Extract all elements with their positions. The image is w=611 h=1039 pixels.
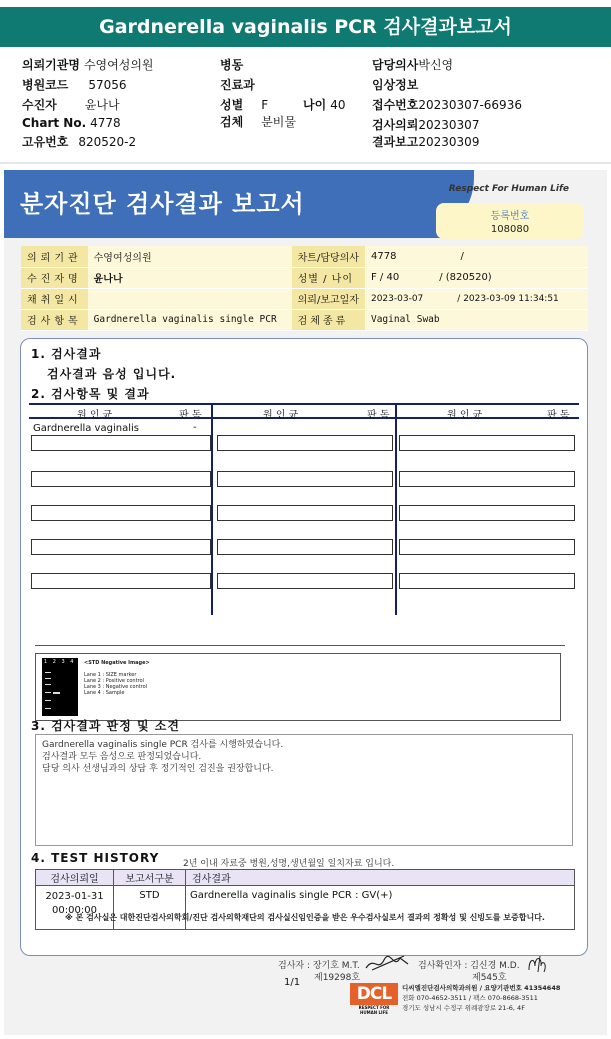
col-judgment-2: 판 독 (367, 410, 390, 421)
divider (0, 162, 611, 164)
header-report-date: 결과보고20230309 (372, 135, 480, 149)
section1-title: 1. 검사결과 (31, 347, 102, 361)
header-ward: 병동 (220, 58, 244, 72)
registration-number: 108080 (490, 224, 530, 235)
header-sex: 성별 F (220, 98, 269, 112)
empty-result-cell (217, 471, 393, 487)
certification-note: ※ 본 검사실은 대한진단검사의학회/진단 검사의학재단의 검사실신임인증을 받은 우수검사실로서 결과의 정확성 및 신빙도를 보증합니다. (65, 913, 545, 922)
empty-result-cell (31, 435, 211, 451)
header-hospital-code: 병원코드 57056 (22, 78, 127, 92)
grid-divider (395, 403, 397, 615)
separator-line (35, 645, 565, 646)
grid-divider (211, 403, 213, 615)
section2-title: 2. 검사항목 및 결과 (31, 387, 150, 401)
col-organism-1: 원 인 균 (77, 410, 113, 421)
empty-result-cell (217, 573, 393, 589)
confirmer-signature (526, 952, 552, 974)
history-type: STD (114, 886, 186, 930)
organism-result: - (193, 422, 197, 433)
result-summary: 검사결과 음성 입니다. (47, 367, 177, 381)
history-header: 검사의뢰일 (36, 870, 114, 886)
test-label: 검사항목 (21, 309, 88, 330)
specimen-label: 검체종류 (292, 309, 365, 330)
banner-title: 분자진단 검사결과 보고서 (20, 190, 305, 218)
section4-title: 4. TEST HISTORY (31, 851, 160, 865)
chart-label: 차트/담당의사 (292, 246, 365, 267)
patient-label: 수진자명 (21, 267, 88, 288)
tester-signature (364, 954, 410, 974)
col-judgment-1: 판 독 (179, 410, 202, 421)
sexage-label: 성별 / 나이 (292, 267, 365, 288)
empty-result-cell (31, 573, 211, 589)
collect-label: 채취일시 (21, 288, 88, 309)
header-request-date: 검사의뢰20230307 (372, 118, 480, 132)
header-unique-no: 고유번호 820520-2 (22, 135, 137, 149)
col-judgment-3: 판 독 (547, 410, 570, 421)
collect-value (88, 288, 292, 309)
col-organism-2: 원 인 균 (263, 410, 299, 421)
tester-license: 제19298호 (314, 973, 361, 983)
dates-value: 2023-03-07 / 2023-03-09 11:34:51 (365, 288, 588, 309)
opinion-line: Gardnerella vaginalis single PCR 검사를 시행하였습니다. (42, 740, 284, 750)
test-value: Gardnerella vaginalis single PCR (88, 309, 292, 330)
patient-info-table (21, 246, 588, 331)
org-value: 수영여성의원 (88, 246, 292, 267)
embedded-report (4, 170, 607, 1035)
organism-name: Gardnerella vaginalis (33, 423, 139, 434)
header-org: 의뢰기관명 수영여성의원 (22, 58, 154, 72)
opinion-line: 담당 의사 선생님과의 상담 후 정기적인 검진을 권장합니다. (42, 764, 274, 774)
report-title-bar (0, 7, 611, 47)
header-specimen: 검체 분비물 (220, 115, 296, 129)
col-organism-3: 원 인 균 (447, 410, 483, 421)
empty-result-cell (31, 539, 211, 555)
empty-result-cell (399, 505, 575, 521)
empty-result-cell (399, 573, 575, 589)
sexage-value: F / 40 / (820520) (365, 267, 588, 288)
gel-legend: <STD Negative Image> Lane 1 : SIZE marker Lane 2 : Positive control Lane 3 : Negative control Lane 4 : Sample (84, 660, 150, 696)
header-receipt-no: 접수번호20230307-66936 (372, 98, 522, 112)
header-patient: 수진자 윤나나 (22, 98, 120, 112)
header-age: 나이 40 (303, 98, 346, 112)
section3-title: 3. 검사결과 판정 및 소견 (31, 719, 180, 733)
empty-result-cell (399, 539, 575, 555)
header-clinical-info: 임상정보 (372, 78, 419, 92)
registration-label: 등록번호 (490, 211, 530, 222)
org-label: 의뢰기관 (21, 246, 88, 267)
empty-result-cell (217, 505, 393, 521)
result-card (20, 338, 588, 956)
page-number: 1/1 (284, 977, 301, 988)
gel-electrophoresis-image (42, 658, 78, 716)
empty-result-cell (217, 539, 393, 555)
history-date: 2023-01-31 00:00:00 (36, 886, 114, 930)
confirmer-license: 제545호 (472, 973, 507, 983)
lab-logo: DCL RESPECT FOR HUMAN LIFE (350, 983, 398, 1011)
empty-result-cell (399, 435, 575, 451)
dates-label: 의뢰/보고일자 (292, 288, 365, 309)
header-doctor: 담당의사박신영 (372, 58, 454, 72)
chart-value: 4778 / (365, 246, 588, 267)
specimen-value: Vaginal Swab (365, 309, 588, 330)
gel-image-box (35, 653, 561, 721)
opinion-box (35, 734, 573, 846)
empty-result-cell (31, 471, 211, 487)
registration-box (436, 203, 584, 239)
empty-result-cell (217, 435, 393, 451)
empty-result-cell (399, 471, 575, 487)
history-header: 검사결과 (186, 870, 575, 886)
opinion-line: 검사결과 모두 음성으로 판정되었습니다. (42, 752, 202, 762)
report-title: Gardnerella vaginalis PCR 검사결과보고서 (99, 16, 512, 38)
empty-result-cell (31, 505, 211, 521)
confirmer: 검사확인자 : 김신경 M.D. (418, 961, 520, 971)
history-result: Gardnerella vaginalis single PCR : GV(+) (186, 886, 575, 930)
history-header: 보고서구분 (114, 870, 186, 886)
gel-lanes: 1 2 3 4 (44, 659, 76, 665)
history-note: 2년 이내 자료중 병원,성명,생년월일 일치자료 입니다. (183, 859, 395, 869)
patient-value: 윤나나 (88, 267, 292, 288)
tester: 검사자 : 장기호 M.T. (278, 961, 360, 971)
report-banner (4, 170, 444, 238)
slogan: Respect For Human Life (448, 184, 569, 194)
results-grid-header (29, 403, 579, 419)
lab-info: 디씨엘진단검사의학과의원 / 요양기관번호 41354648 전화 070-4652-3511 / 팩스 070-8668-3511 경기도 성남시 수정구 위례광장로 21-6, 4F (402, 984, 561, 1012)
header-department: 진료과 (220, 78, 255, 92)
header-chart-no: Chart No. 4778 (22, 116, 121, 130)
